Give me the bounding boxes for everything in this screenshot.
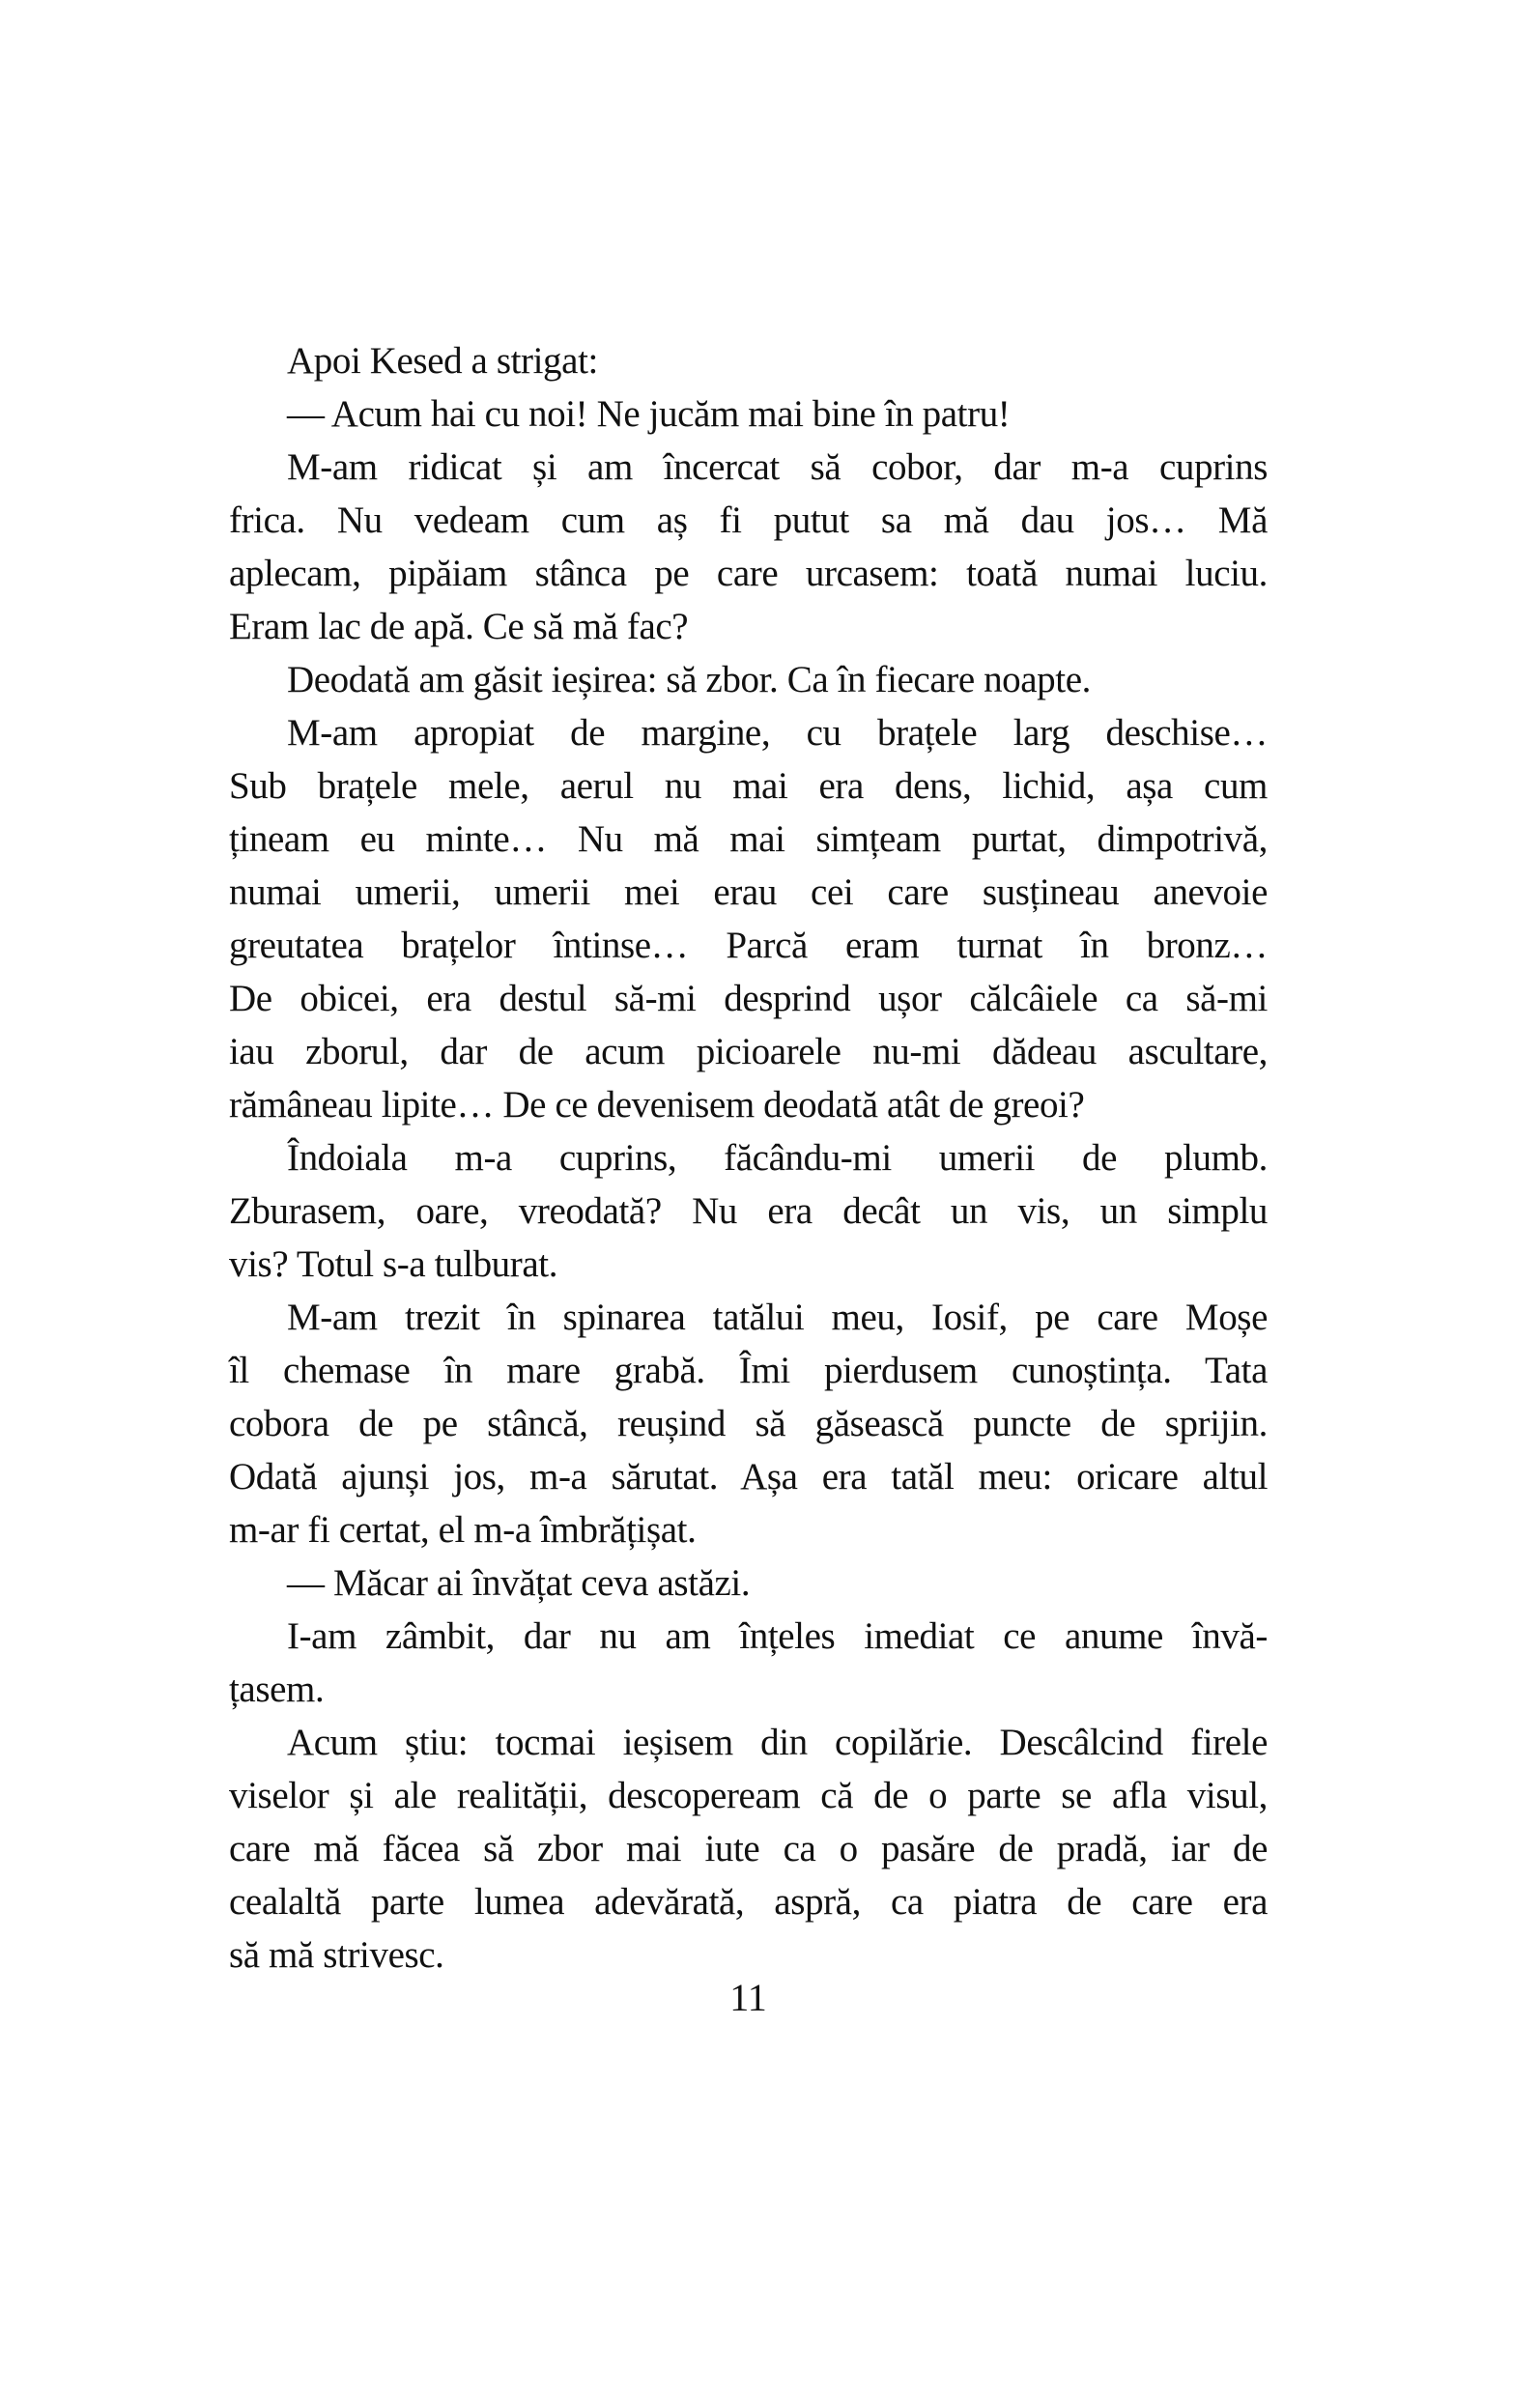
text-line: greutatea brațelor întinse… Parcă eram turnat în bronz… [229,925,1268,966]
paragraph [229,1610,1268,1716]
text-line: Deodată am găsit ieșirea: să zbor. Ca în fiecare noapte. [287,659,1091,700]
text-line: Îndoiala m-a cuprins, făcându-mi umerii de plumb. [287,1137,1268,1179]
text-line: țineam eu minte… Nu mă mai simțeam purtat, dimpotrivă, [229,818,1268,860]
text-line: Sub brațele mele, aerul nu mai era dens, lichid, așa cum [229,765,1268,807]
paragraph [229,706,1268,1131]
body-text [229,334,1268,1982]
paragraph [229,1131,1268,1291]
text-line: vis? Totul s-a tulburat. [229,1243,558,1285]
paragraph [229,1291,1268,1556]
text-line: cealaltă parte lumea adevărată, aspră, ca piatra de care era [229,1881,1268,1923]
text-line: numai umerii, umerii mei erau cei care susțineau anevoie [229,871,1268,913]
paragraph [229,1716,1268,1982]
paragraph [229,441,1268,653]
text-line: m-ar fi certat, el m-a îmbrățișat. [229,1509,697,1551]
paragraph [229,1556,1268,1610]
text-line: Acum știu: tocmai ieșisem din copilărie. Descâlcind firele [287,1722,1268,1763]
text-line: — Măcar ai învățat ceva astăzi. [287,1562,751,1604]
text-line: iau zborul, dar de acum picioarele nu-mi dădeau ascultare, [229,1031,1268,1072]
text-line: M-am ridicat și am încercat să cobor, dar m-a cuprins [287,446,1268,488]
paragraph [229,653,1268,706]
text-line: să mă strivesc. [229,1934,444,1976]
text-line: care mă făcea să zbor mai iute ca o pasăre de pradă, iar de [229,1828,1268,1869]
text-line: Odată ajunși jos, m-a sărutat. Așa era tatăl meu: oricare altul [229,1456,1268,1498]
text-line: aplecam, pipăiam stânca pe care urcasem: toată numai luciu. [229,553,1268,594]
text-line: De obicei, era destul să-mi desprind ușor călcâiele ca să-mi [229,978,1268,1019]
text-line: îl chemase în mare grabă. Îmi pierdusem cunoștința. Tata [229,1350,1268,1391]
text-line: viselor și ale realității, descopeream că de o parte se afla visul, [229,1775,1268,1816]
paragraph [229,387,1268,441]
text-line: cobora de pe stâncă, reușind să găsească puncte de sprijin. [229,1403,1268,1444]
text-line: țasem. [229,1669,325,1710]
text-line: M-am apropiat de margine, cu brațele larg deschise… [287,712,1268,754]
text-line: Apoi Kesed a strigat: [287,340,598,382]
text-line: frica. Nu vedeam cum aș fi putut sa mă dau jos… Mă [229,499,1268,541]
text-line: I-am zâmbit, dar nu am înțeles imediat ce anume învă- [287,1615,1268,1657]
text-line: Zburasem, oare, vreodată? Nu era decât un vis, un simplu [229,1190,1268,1232]
text-line: rămâneau lipite… De ce devenisem deodată atât de greoi? [229,1084,1085,1126]
text-line: — Acum hai cu noi! Ne jucăm mai bine în patru! [287,393,1011,435]
text-line: M-am trezit în spinarea tatălui meu, Iosif, pe care Moșe [287,1297,1268,1338]
paragraph [229,334,1268,387]
page-number: 11 [729,1976,767,2019]
text-line: Eram lac de apă. Ce să mă fac? [229,606,689,647]
